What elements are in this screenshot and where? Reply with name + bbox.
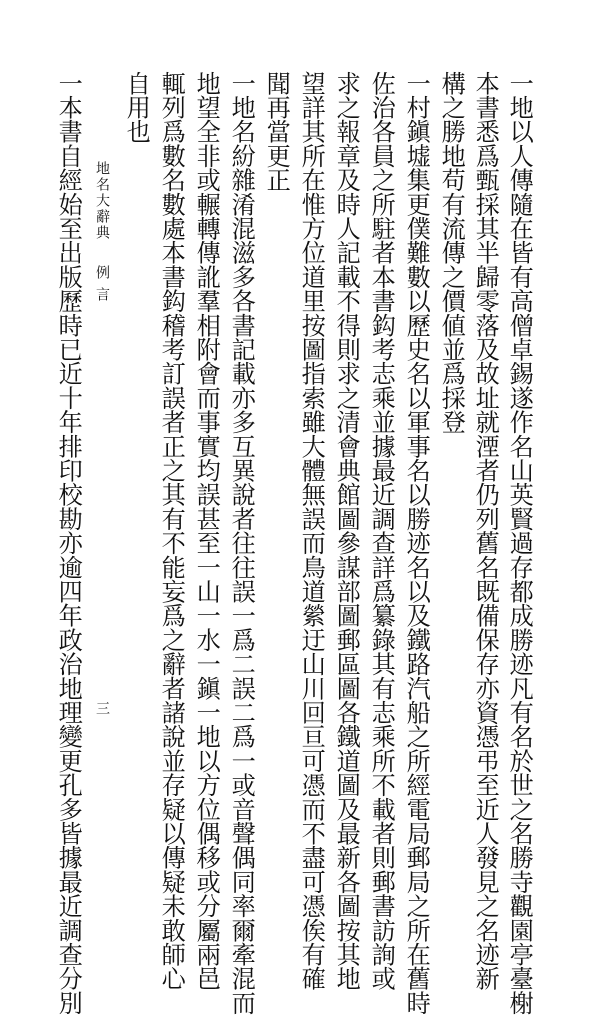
text-column-8: 聞再當更正 (262, 71, 291, 192)
text-column-2: 本書悉爲甄採其半歸零落及故址就湮者仍列舊名既備保存亦資憑弔至近人發見之名迹新 (471, 71, 500, 991)
running-header-book-title: 地名大辭典 (94, 161, 110, 241)
text-column-9: 一地名紛雜淆混滋多各書記載亦多互異說者往往誤一爲二誤二爲一或音聲偶同率爾牽混而 (227, 71, 256, 1015)
text-column-13: 一本書自經始至出版歷時已近十年排印校勘亦逾四年政治地理變更孔多皆據最近調查分別 (54, 71, 83, 1015)
text-column-4: 一村鎭墟集更僕難數以歷史名以軍事名以勝迹名以及鐵路汽船之所經電局郵局之所在舊時 (402, 71, 431, 1015)
text-column-6: 求之報章及時人記載不得則求之清會典館圖參謀部圖郵區圖各鐵道圖及最新各圖按其地 (332, 71, 361, 991)
text-column-5: 佐治各員之所駐者本書鈎考志乘並據最近調查詳爲纂錄其有志乘所不載者則郵書訪詢或 (367, 71, 396, 991)
page-number: 三 (94, 701, 110, 717)
text-column-11: 輒列爲數名數處本書鈎稽考訂誤者正之其有不能妄爲之辭者諸說並存疑以傳疑未敢師心 (157, 71, 186, 991)
text-column-3: 構之勝地苟有流傳之價値並爲採登 (437, 71, 466, 434)
running-header-section: 例言 (94, 265, 110, 309)
text-column-1: 一地以人傳隨在皆有高僧卓錫遂作名山英賢過存都成勝迹凡有名於世之名勝寺觀園亭臺榭 (505, 71, 534, 1015)
text-column-12: 自用也 (122, 71, 151, 144)
text-column-10: 地望全非或輾轉傳訛羣相附會而事實均誤甚至一山一水一鎭一地以方位偶移或分屬兩邑 (192, 71, 221, 991)
text-column-7: 望詳其所在惟方位道里按圖指索雖大體無誤而鳥道縈迂山川回亘可憑而不盡可憑俟有確 (297, 71, 326, 991)
